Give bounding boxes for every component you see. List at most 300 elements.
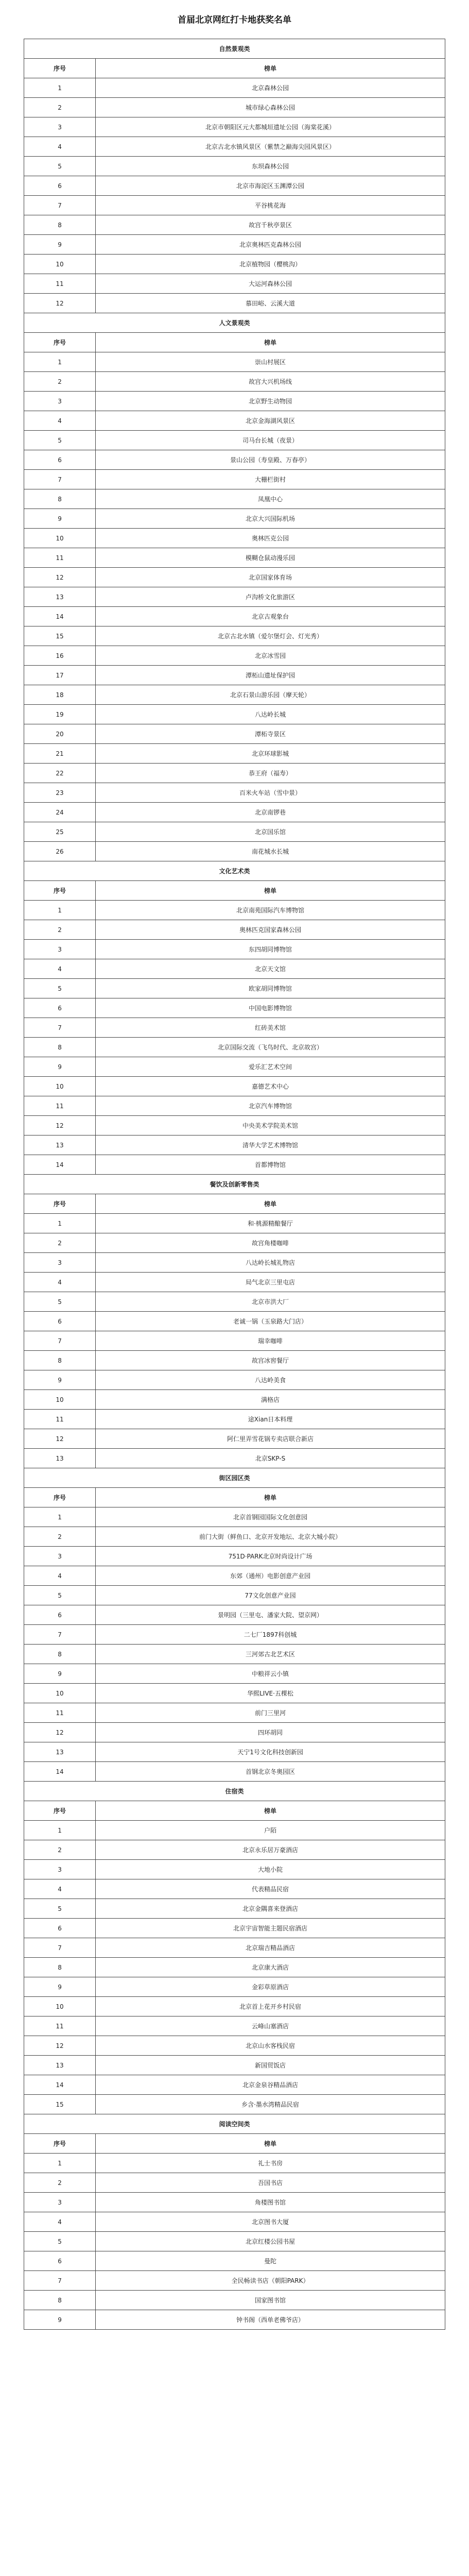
table-row [24, 548, 445, 568]
row-name: 角楼图书馆 [96, 2193, 445, 2212]
row-number: 12 [24, 1116, 96, 1136]
row-name: 北京首钢园国际文化创意园 [96, 1507, 445, 1527]
table-row [24, 1821, 445, 1840]
row-name: 新国贸饭店 [96, 2056, 445, 2075]
row-number: 25 [24, 822, 96, 842]
row-number: 3 [24, 940, 96, 959]
table-row [24, 1605, 445, 1625]
table-row [24, 1997, 445, 2016]
row-name: 北京康大酒店 [96, 1958, 445, 1977]
row-number: 11 [24, 1410, 96, 1429]
table-row [24, 1762, 445, 1782]
table-row [24, 2154, 445, 2173]
table-row [24, 1096, 445, 1116]
table-row [24, 529, 445, 548]
header-name: 榜单 [96, 1194, 445, 1214]
table-row [24, 2056, 445, 2075]
category-title: 阅读空间类 [24, 2114, 445, 2134]
table-row [24, 78, 445, 98]
row-number: 5 [24, 2232, 96, 2251]
row-name: 中国电影博物馆 [96, 998, 445, 1018]
row-number: 8 [24, 489, 96, 509]
row-number: 12 [24, 568, 96, 587]
row-number: 4 [24, 137, 96, 157]
row-number: 2 [24, 98, 96, 117]
row-name: 北京金隅喜来登酒店 [96, 1899, 445, 1919]
table-row [24, 901, 445, 920]
table-row [24, 705, 445, 724]
row-name: 751D·PARK北京时尚设计广场 [96, 1547, 445, 1566]
row-number: 3 [24, 1253, 96, 1273]
row-name: 三河郊古北艺术区 [96, 1645, 445, 1664]
header-no: 序号 [24, 333, 96, 352]
table-row [24, 1351, 445, 1370]
header-row [24, 1801, 445, 1821]
header-no: 序号 [24, 2134, 96, 2154]
row-number: 1 [24, 1507, 96, 1527]
row-number: 3 [24, 2193, 96, 2212]
row-name: 北京SKP-S [96, 1449, 445, 1468]
row-name: 首钢北京冬奥园区 [96, 1762, 445, 1782]
header-row [24, 1488, 445, 1507]
table-row [24, 1233, 445, 1253]
row-name: 北京图书大厦 [96, 2212, 445, 2232]
row-name: 故宫千秋亭景区 [96, 215, 445, 235]
row-number: 26 [24, 842, 96, 861]
table-row [24, 255, 445, 274]
row-number: 10 [24, 1997, 96, 2016]
row-name: 大栅栏街村 [96, 470, 445, 489]
row-number: 15 [24, 2095, 96, 2114]
row-name: 北京市朝阳区元大都城垣遗址公园（海棠花溪） [96, 117, 445, 137]
table-row [24, 215, 445, 235]
row-name: 北京市洪大厂 [96, 1292, 445, 1312]
row-name: 全民畅读书店（朝阳PARK） [96, 2271, 445, 2291]
table-row [24, 1331, 445, 1351]
row-name: 北京瑞吉精品酒店 [96, 1938, 445, 1958]
table-row [24, 1645, 445, 1664]
row-name: 奥林匹克公园 [96, 529, 445, 548]
table-row [24, 1566, 445, 1586]
row-number: 16 [24, 646, 96, 666]
row-name: 红砖美术馆 [96, 1018, 445, 1038]
row-number: 5 [24, 1292, 96, 1312]
row-name: 八达岭长城 [96, 705, 445, 724]
row-name: 北京南锣巷 [96, 803, 445, 822]
row-name: 司马台长城（夜景） [96, 431, 445, 450]
table-row [24, 1390, 445, 1410]
category-title: 自然景观类 [24, 39, 445, 59]
row-name: 中央美术学院美术馆 [96, 1116, 445, 1136]
row-name: 77文化创意产业园 [96, 1586, 445, 1605]
row-name: 四环胡同 [96, 1723, 445, 1742]
table-row [24, 2212, 445, 2232]
row-name: 模糊仓鼠动漫乐园 [96, 548, 445, 568]
row-name: 北京天文馆 [96, 959, 445, 979]
row-name: 崇山村展区 [96, 352, 445, 372]
category-row [24, 1468, 445, 1488]
row-name: 凤凰中心 [96, 489, 445, 509]
row-name: 代表精品民宿 [96, 1879, 445, 1899]
category-title: 住宿类 [24, 1782, 445, 1801]
table-row [24, 685, 445, 705]
row-name: 大地小院 [96, 1860, 445, 1879]
row-number: 8 [24, 1038, 96, 1057]
table-row [24, 744, 445, 764]
table-row [24, 411, 445, 431]
row-name: 嘉德艺术中心 [96, 1077, 445, 1096]
row-number: 13 [24, 1449, 96, 1468]
row-number: 6 [24, 450, 96, 470]
row-number: 7 [24, 1331, 96, 1351]
row-number: 9 [24, 235, 96, 255]
table-row [24, 294, 445, 313]
table-row [24, 1684, 445, 1703]
row-name: 北京永乐居万豪酒店 [96, 1840, 445, 1860]
row-name: 南花城水长城 [96, 842, 445, 861]
table-row [24, 2271, 445, 2291]
row-number: 8 [24, 2291, 96, 2310]
row-number: 22 [24, 764, 96, 783]
row-name: 前门三里河 [96, 1703, 445, 1723]
row-number: 4 [24, 959, 96, 979]
row-number: 18 [24, 685, 96, 705]
row-name: 北京冰雪园 [96, 646, 445, 666]
row-name: 局气北京三里屯店 [96, 1273, 445, 1292]
table-row [24, 2251, 445, 2271]
table-row [24, 196, 445, 215]
table-row [24, 1919, 445, 1938]
row-number: 5 [24, 979, 96, 998]
row-number: 6 [24, 1312, 96, 1331]
table-row [24, 1527, 445, 1547]
table-row [24, 1958, 445, 1977]
row-number: 6 [24, 2251, 96, 2271]
row-name: 爱乐汇艺术空间 [96, 1057, 445, 1077]
row-number: 7 [24, 1938, 96, 1958]
row-name: 北京市海淀区玉渊潭公园 [96, 176, 445, 196]
row-name: 北京国际交流（飞鸟时代、北京故宫） [96, 1038, 445, 1057]
row-name: 八达岭长城礼物店 [96, 1253, 445, 1273]
table-row [24, 842, 445, 861]
row-number: 10 [24, 1390, 96, 1410]
table-row [24, 979, 445, 998]
table-row [24, 1977, 445, 1997]
table-row [24, 1312, 445, 1331]
row-name: 大运河森林公园 [96, 274, 445, 294]
table-row [24, 764, 445, 783]
table-row [24, 489, 445, 509]
table-row [24, 1410, 445, 1429]
table-row [24, 646, 445, 666]
awards-table [24, 39, 445, 2330]
table-row [24, 2036, 445, 2056]
row-number: 2 [24, 2173, 96, 2193]
row-number: 3 [24, 1860, 96, 1879]
table-row [24, 724, 445, 744]
row-number: 14 [24, 607, 96, 626]
row-name: 北京植物园（樱桃沟） [96, 255, 445, 274]
table-row [24, 1840, 445, 1860]
row-name: 途Xian日本料理 [96, 1410, 445, 1429]
header-row [24, 881, 445, 901]
table-row [24, 666, 445, 685]
row-number: 10 [24, 1077, 96, 1096]
row-name: 金彩草原酒店 [96, 1977, 445, 1997]
row-name: 北京野生动物园 [96, 392, 445, 411]
row-number: 6 [24, 1605, 96, 1625]
row-name: 北京古北水镇（爱尔堡灯会、灯光秀） [96, 626, 445, 646]
row-number: 1 [24, 352, 96, 372]
row-number: 5 [24, 157, 96, 176]
row-number: 21 [24, 744, 96, 764]
header-no: 序号 [24, 881, 96, 901]
row-number: 11 [24, 274, 96, 294]
table-row [24, 1136, 445, 1155]
table-row [24, 176, 445, 196]
header-no: 序号 [24, 59, 96, 78]
row-name: 云峰山塞酒店 [96, 2016, 445, 2036]
row-number: 5 [24, 1586, 96, 1605]
table-row [24, 803, 445, 822]
table-row [24, 998, 445, 1018]
row-name: 潭柘寺景区 [96, 724, 445, 744]
row-number: 13 [24, 1742, 96, 1762]
row-name: 户陌 [96, 1821, 445, 1840]
row-number: 3 [24, 392, 96, 411]
row-number: 17 [24, 666, 96, 685]
category-title: 餐饮及创新零售类 [24, 1175, 445, 1194]
row-name: 东郊（通州）电影创意产业园 [96, 1566, 445, 1586]
table-row [24, 1057, 445, 1077]
row-name: 瑞幸咖啡 [96, 1331, 445, 1351]
row-number: 6 [24, 176, 96, 196]
row-name: 礼士书房 [96, 2154, 445, 2173]
table-row [24, 1664, 445, 1684]
table-row [24, 235, 445, 255]
document-title: 首届北京网红打卡地获奖名单 [178, 15, 291, 25]
table-row [24, 372, 445, 392]
table-row [24, 920, 445, 940]
row-name: 卢沟桥文化旅游区 [96, 587, 445, 607]
table-row [24, 157, 445, 176]
table-row [24, 1723, 445, 1742]
table-row [24, 1879, 445, 1899]
row-number: 14 [24, 1155, 96, 1175]
row-name: 奥林匹克国家森林公园 [96, 920, 445, 940]
row-number: 8 [24, 1958, 96, 1977]
table-row [24, 98, 445, 117]
row-number: 5 [24, 1899, 96, 1919]
row-number: 6 [24, 998, 96, 1018]
row-number: 7 [24, 470, 96, 489]
row-name: 故宫大兴机场线 [96, 372, 445, 392]
table-row [24, 1214, 445, 1233]
row-number: 3 [24, 117, 96, 137]
header-name: 榜单 [96, 2134, 445, 2154]
row-name: 欧家胡同博物馆 [96, 979, 445, 998]
table-row [24, 1038, 445, 1057]
row-name: 吾国书店 [96, 2173, 445, 2193]
table-row [24, 607, 445, 626]
row-name: 首都博物馆 [96, 1155, 445, 1175]
header-no: 序号 [24, 1488, 96, 1507]
row-name: 北京金海湖风景区 [96, 411, 445, 431]
category-row [24, 1175, 445, 1194]
row-number: 4 [24, 1273, 96, 1292]
row-name: 天宁1号文化科技创新园 [96, 1742, 445, 1762]
row-number: 11 [24, 2016, 96, 2036]
table-row [24, 1703, 445, 1723]
row-name: 和·桃源精酿餐厅 [96, 1214, 445, 1233]
row-name: 故宫冰窖餐厅 [96, 1351, 445, 1370]
row-number: 23 [24, 783, 96, 803]
row-number: 1 [24, 901, 96, 920]
row-number: 3 [24, 1547, 96, 1566]
row-name: 北京大兴国际机场 [96, 509, 445, 529]
row-name: 钟书阁（西单老佛爷店） [96, 2310, 445, 2330]
row-number: 9 [24, 509, 96, 529]
table-row [24, 2232, 445, 2251]
row-name: 慕田峪、云溪大道 [96, 294, 445, 313]
header-name: 榜单 [96, 59, 445, 78]
table-row [24, 1155, 445, 1175]
table-row [24, 1292, 445, 1312]
row-number: 11 [24, 548, 96, 568]
row-name: 北京山水客栈民宿 [96, 2036, 445, 2056]
header-row [24, 1194, 445, 1214]
row-name: 北京石景山游乐园（摩天轮） [96, 685, 445, 705]
row-name: 北京国乐馆 [96, 822, 445, 842]
table-row [24, 1625, 445, 1645]
row-name: 乡含·墨水湾精品民宿 [96, 2095, 445, 2114]
row-name: 东坝森林公园 [96, 157, 445, 176]
table-row [24, 1860, 445, 1879]
row-name: 恭王府（福寿） [96, 764, 445, 783]
row-number: 10 [24, 1684, 96, 1703]
table-row [24, 1586, 445, 1605]
row-number: 19 [24, 705, 96, 724]
row-number: 2 [24, 920, 96, 940]
header-name: 榜单 [96, 881, 445, 901]
row-name: 国家图书馆 [96, 2291, 445, 2310]
table-row [24, 1116, 445, 1136]
header-no: 序号 [24, 1801, 96, 1821]
row-number: 4 [24, 2212, 96, 2232]
table-row [24, 1938, 445, 1958]
row-number: 9 [24, 2310, 96, 2330]
row-number: 7 [24, 1625, 96, 1645]
row-number: 2 [24, 1233, 96, 1253]
table-row [24, 1429, 445, 1449]
row-number: 14 [24, 2075, 96, 2095]
row-number: 7 [24, 2271, 96, 2291]
table-row [24, 2310, 445, 2330]
row-number: 8 [24, 215, 96, 235]
table-row [24, 2095, 445, 2114]
row-number: 2 [24, 372, 96, 392]
row-number: 10 [24, 255, 96, 274]
row-number: 4 [24, 1879, 96, 1899]
row-number: 8 [24, 1645, 96, 1664]
row-name: 北京南苑国际汽车博物馆 [96, 901, 445, 920]
table-row [24, 431, 445, 450]
table-row [24, 2075, 445, 2095]
row-number: 24 [24, 803, 96, 822]
row-name: 北京奥林匹克森林公园 [96, 235, 445, 255]
table-row [24, 626, 445, 646]
row-number: 7 [24, 1018, 96, 1038]
table-row [24, 1253, 445, 1273]
row-number: 15 [24, 626, 96, 646]
row-number: 4 [24, 411, 96, 431]
header-no: 序号 [24, 1194, 96, 1214]
table-row [24, 137, 445, 157]
row-number: 10 [24, 529, 96, 548]
row-number: 9 [24, 1057, 96, 1077]
category-row [24, 39, 445, 59]
header-name: 榜单 [96, 1801, 445, 1821]
row-number: 9 [24, 1664, 96, 1684]
row-name: 北京汽车博物馆 [96, 1096, 445, 1116]
row-number: 13 [24, 2056, 96, 2075]
row-number: 12 [24, 294, 96, 313]
table-row [24, 274, 445, 294]
category-title: 文化艺术类 [24, 861, 445, 881]
row-number: 1 [24, 78, 96, 98]
row-name: 北京古观象台 [96, 607, 445, 626]
table-row [24, 352, 445, 372]
row-name: 故宫角楼咖啡 [96, 1233, 445, 1253]
row-name: 北京国家体育场 [96, 568, 445, 587]
row-number: 8 [24, 1351, 96, 1370]
row-number: 13 [24, 587, 96, 607]
table-row [24, 450, 445, 470]
row-number: 20 [24, 724, 96, 744]
header-row [24, 2134, 445, 2154]
table-row [24, 783, 445, 803]
row-name: 景明园（三里屯、潘家大院、望京网） [96, 1605, 445, 1625]
table-row [24, 1077, 445, 1096]
header-name: 榜单 [96, 1488, 445, 1507]
row-name: 满格店 [96, 1390, 445, 1410]
table-row [24, 1018, 445, 1038]
category-row [24, 861, 445, 881]
row-name: 北京红楼公园书屋 [96, 2232, 445, 2251]
table-row [24, 940, 445, 959]
row-number: 12 [24, 2036, 96, 2056]
row-name: 八达岭美食 [96, 1370, 445, 1390]
row-number: 11 [24, 1096, 96, 1116]
table-row [24, 568, 445, 587]
table-row [24, 2193, 445, 2212]
row-name: 北京古北水镇风景区（紫禁之巅海尖园风景区） [96, 137, 445, 157]
row-name: 北京宇宙智能主题民宿酒店 [96, 1919, 445, 1938]
row-number: 12 [24, 1723, 96, 1742]
row-number: 1 [24, 1214, 96, 1233]
row-name: 清华大学艺术博物馆 [96, 1136, 445, 1155]
category-row [24, 313, 445, 333]
table-row [24, 2173, 445, 2193]
row-number: 2 [24, 1527, 96, 1547]
row-name: 曼陀 [96, 2251, 445, 2271]
row-number: 1 [24, 2154, 96, 2173]
row-name: 平谷桃花海 [96, 196, 445, 215]
row-number: 4 [24, 1566, 96, 1586]
table-row [24, 1449, 445, 1468]
table-row [24, 1507, 445, 1527]
header-name: 榜单 [96, 333, 445, 352]
